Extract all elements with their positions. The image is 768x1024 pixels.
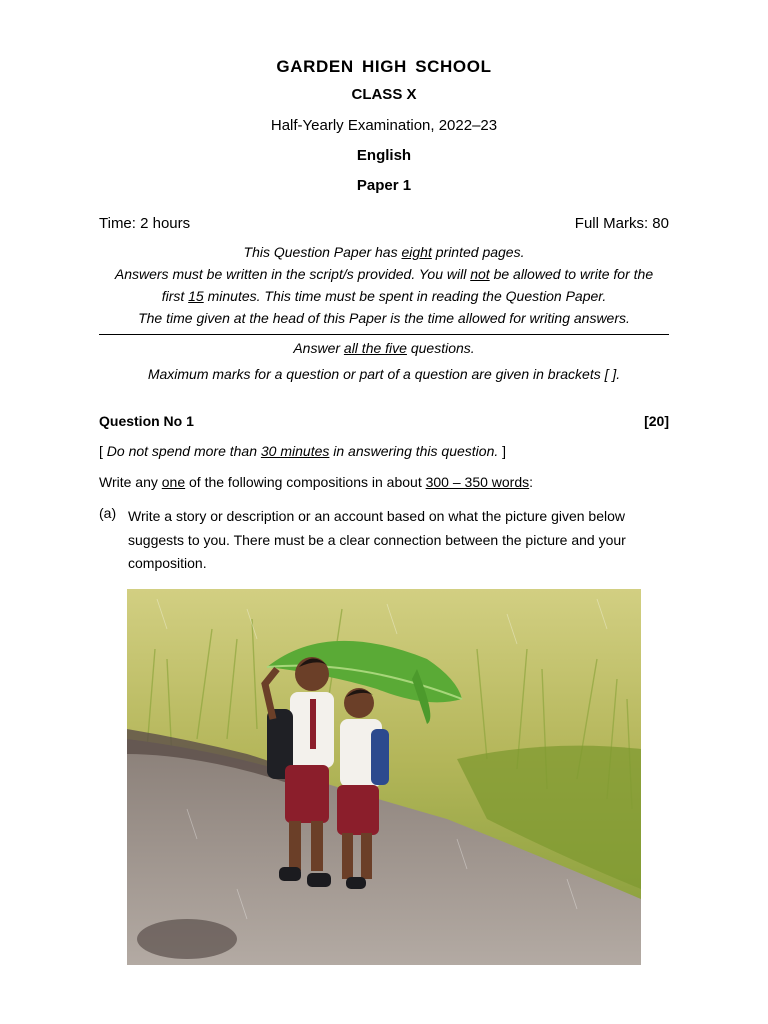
paper-label: Paper 1 xyxy=(356,177,412,194)
option-a-text: Write a story or description or an account based on what the picture given below suggests to you. There must be a clear connection between the picture and your composition. xyxy=(128,508,626,571)
school-name: GARDEN HIGH SCHOOL xyxy=(276,57,492,76)
question-time-note: [ Do not spend more than 30 minutes in answering this question. ] xyxy=(99,443,507,459)
instruction-answer-all: Answer all the five questions. xyxy=(293,340,475,356)
instruction-writing-time: The time given at the head of this Paper is the time allowed for writing answers. xyxy=(138,310,630,326)
full-marks: Full Marks: 80 xyxy=(574,215,669,232)
class-label: CLASS X xyxy=(351,86,417,103)
instruction-max-marks: Maximum marks for a question or part of a question are given in brackets [ ]. xyxy=(147,366,621,382)
instruction-pages: This Question Paper has eight printed pages. xyxy=(243,244,525,260)
option-a-label: (a) xyxy=(99,505,117,521)
instruction-scripts: Answers must be written in the script/s provided. You will not be allowed to write for the xyxy=(114,266,654,282)
divider-line xyxy=(99,334,669,335)
question-prompt: Write any one of the following compositions in about 300 – 350 words: xyxy=(99,474,534,490)
photo-two-boys-leaf-umbrella-icon xyxy=(127,589,641,965)
composition-picture xyxy=(127,589,641,965)
question-marks: [20] xyxy=(644,413,669,429)
instruction-reading-time: first 15 minutes. This time must be spent in reading the Question Paper. xyxy=(161,288,607,304)
subject-label: English xyxy=(356,147,412,164)
time-allowed: Time: 2 hours xyxy=(99,215,191,232)
exam-title: Half-Yearly Examination, 2022–23 xyxy=(270,117,498,134)
question-heading: Question No 1 xyxy=(99,413,194,429)
